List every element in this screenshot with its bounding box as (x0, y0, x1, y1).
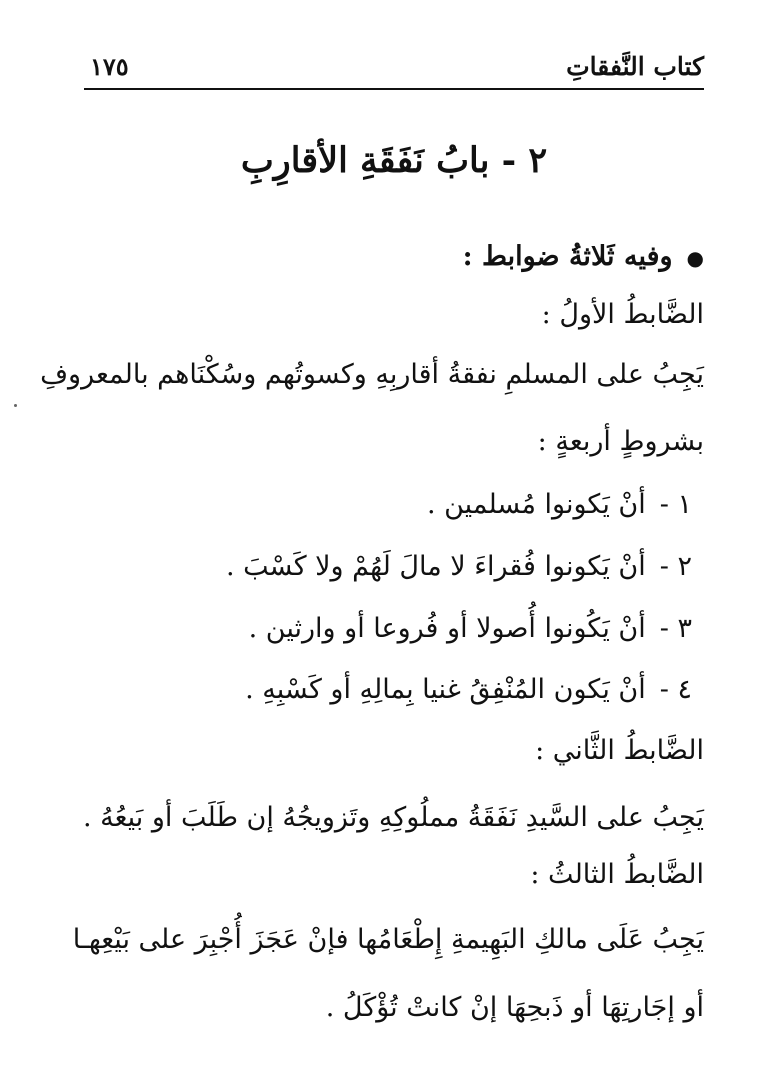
margin-speck (14, 404, 17, 407)
rule-2-paragraph: يَجِبُ على السَّيدِ نَفَقَةُ مملُوكِهِ وتَزويجُهُ إن طَلَبَ أو بَيعُهُ . (82, 802, 704, 833)
header-divider (84, 88, 704, 90)
condition-number: ١ - (659, 489, 692, 520)
condition-item-1 (427, 485, 692, 525)
bullet-icon: ● (686, 245, 704, 270)
running-header (84, 48, 704, 88)
rule-3-paragraph-line-1: يَجِبُ عَلَى مالكِ البَهِيمةِ إِطْعَامُها فإنْ عَجَزَ أُجْبِرَ على بَيْعِهـا (72, 924, 704, 955)
intro-line (463, 237, 704, 278)
rule-3-heading: الضَّابطُ الثالثُ : (530, 859, 704, 890)
intro-text: وفيه ثَلاثةُ ضوابط : (462, 241, 673, 272)
condition-item-2 (226, 547, 692, 587)
condition-number: ٣ - (659, 613, 692, 644)
condition-number: ٢ - (659, 551, 692, 582)
rule-1-paragraph-line-1: يَجِبُ على المسلمِ نفقةُ أقاربِهِ وكسوتُهم وسُكْنَاهم بالمعروفِ (40, 359, 704, 390)
condition-text: أنْ يَكونوا فُقراءَ لا مالَ لَهُمْ ولا كَسْبَ . (225, 551, 646, 582)
chapter-title: ٢ - بابُ نَفَقَةِ الأقارِبِ (240, 140, 548, 181)
condition-text: أنْ يَكون المُنْفِقُ غنيا بِمالِهِ أو كَسْبِهِ . (245, 674, 646, 705)
condition-text: أنْ يَكُونوا أُصولا أو فُروعا أو وارثين . (248, 613, 646, 644)
rule-2-heading: الضَّابطُ الثَّاني : (535, 735, 704, 766)
rule-3-paragraph-line-2: أو إجَارتِهَا أو ذَبحِهَا إنْ كانتْ تُؤْكَلُ . (325, 992, 704, 1023)
condition-item-4 (245, 670, 692, 710)
rule-1-paragraph-line-2: بشروطٍ أربعةٍ : (537, 426, 704, 457)
condition-text: أنْ يَكونوا مُسلمين . (426, 489, 646, 520)
condition-number: ٤ - (659, 674, 692, 705)
running-header-title: كتاب النَّفقاتِ (566, 52, 704, 81)
condition-item-3 (249, 609, 692, 649)
page-number: ١٧٥ (90, 52, 129, 81)
rule-1-heading: الضَّابطُ الأولُ : (541, 299, 704, 330)
